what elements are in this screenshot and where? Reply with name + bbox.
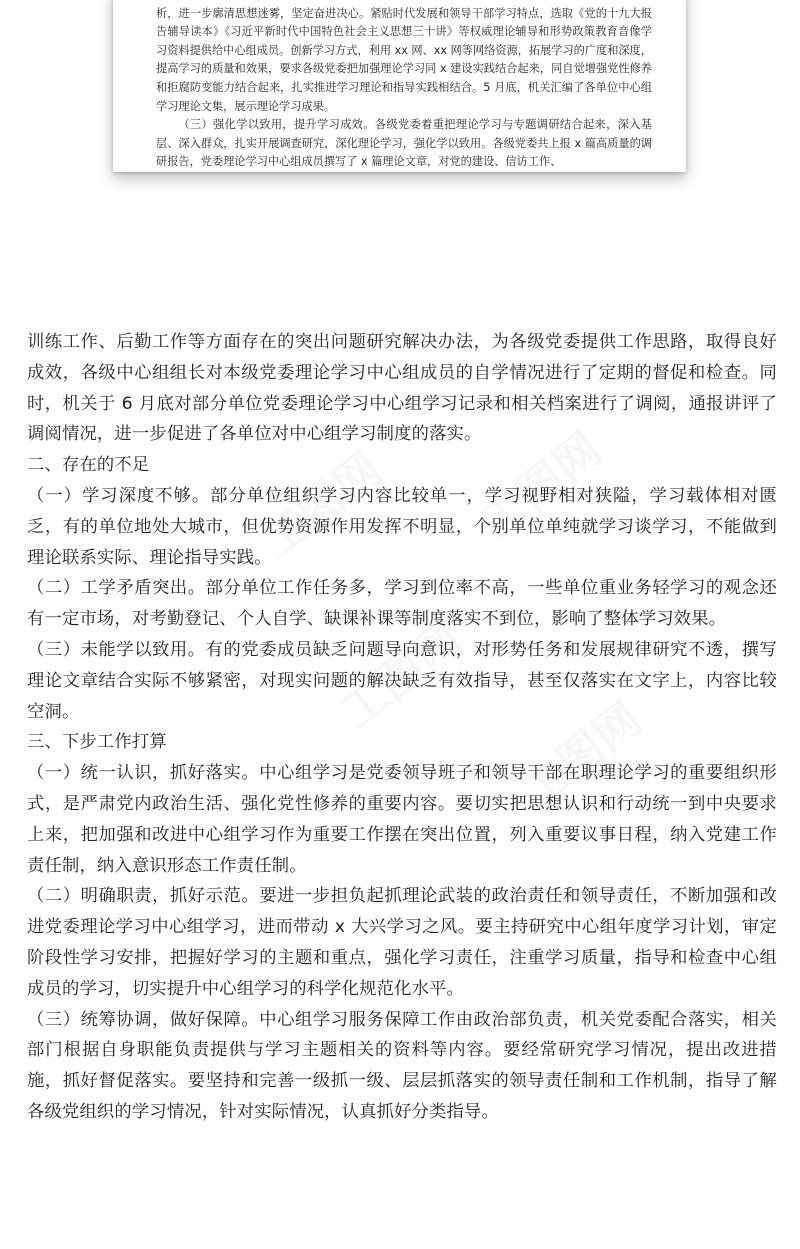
- document-body: [27, 327, 777, 1128]
- watermark: 工图网: [469, 421, 612, 550]
- paragraph-next-step-1: （一）统一认识，抓好落实。中心组学习是党委领导班子和领导干部在职理论学习的重要组织形式，是严肃党内政治生活、强化党性修养的重要内容。要切实把思想认识和行动统一到中央要求上来，把加强和改进中心组学习作为重要工作摆在突出位置，列入重要议事日程，纳入党建工作责任制，纳入意识形态工作责任制。: [27, 763, 777, 876]
- preview-paragraph: 析，进一步廓清思想迷雾，坚定奋进决心。紧贴时代发展和领导干部学习特点，选取《党的十九大报告辅导读本》《习近平新时代中国特色社会主义思想三十讲》等权威理论辅导和形势政策教育音像学习资料提供给中心组成员。创新学习方式，利用 xx 网、xx 网等网络资源，拓展学习的广度和深度，提高学习的质量和效果，要求各级党委把加强理论学习同 x 建设实践结合起来，同自觉增强党性修养和拒腐防变能力结合起来，扎实推进学习理论和指导实践相结合。5 月底，机关汇编了各单位中心组学习理论文集，展示理论学习成果。: [156, 6, 652, 113]
- watermark: 工图网: [329, 611, 472, 740]
- watermark: 工图网: [509, 691, 652, 820]
- paragraph-next-step-2: （二）明确职责，抓好示范。要进一步担负起抓理论武装的政治责任和领导责任，不断加强和改进党委理论学习中心组学习，进而带动 x 大兴学习之风。要主持研究中心组年度学习计划，审定阶段性学习安排，把握好学习的主题和重点，强化学习责任，注重学习质量，指导和检查中心组成员的学习，切实提升中心组学习的科学化规范化水平。: [27, 886, 777, 999]
- paragraph-next-step-3: （三）统筹协调，做好保障。中心组学习服务保障工作由政治部负责，机关党委配合落实，相关部门根据自身职能负责提供与学习主题相关的资料等内容。要经常研究学习情况，提出改进措施，抓好督促落实。要坚持和完善一级抓一级、层层抓落实的领导责任制和工作机制，指导了解各级党组织的学习情况，针对实际情况，认真抓好分类指导。: [27, 1009, 777, 1122]
- paragraph-continuation: 训练工作、后勤工作等方面存在的突出问题研究解决办法，为各级党委提供工作思路，取得良好成效，各级中心组组长对本级党委理论学习中心组成员的自学情况进行了定期的督促和检查。同时，机关于 6 月底对部分单位党委理论学习中心组学习记录和相关档案进行了调阅，通报讲评了调阅情况，进一步促进了各单位对中心组学习制度的落实。: [27, 332, 777, 445]
- preview-paragraph: （三）强化学以致用，提升学习成效。各级党委着重把理论学习与专题调研结合起来，深入基层、深入群众，扎实开展调查研究，深化理论学习，强化学以致用。各级党委共上报 x 篇高质量的调研报告，党委理论学习中心组成员撰写了 x 篇理论文章，对党的建设、信访工作、: [156, 118, 652, 169]
- preview-text: [156, 0, 652, 172]
- paragraph-shortcoming-3: （三）未能学以致用。有的党委成员缺乏问题导向意识，对形势任务和发展规律研究不透，撰写理论文章结合实际不够紧密，对现实问题的解决缺乏有效指导，甚至仅落实在文字上，内容比较空洞。: [27, 639, 777, 722]
- section-heading-next-steps: 三、下步工作打算: [27, 732, 167, 753]
- previous-page-preview: [113, 0, 686, 172]
- paragraph-shortcoming-1: （一）学习深度不够。部分单位组织学习内容比较单一，学习视野相对狭隘，学习载体相对匮乏，有的单位地处大城市，但优势资源作用发挥不明显，个别单位单纯就学习谈学习，不能做到理论联系实际、理论指导实践。: [27, 485, 777, 568]
- paragraph-shortcoming-2: （二）工学矛盾突出。部分单位工作任务多，学习到位率不高，一些单位重业务轻学习的观念还有一定市场，对考勤登记、个人自学、缺课补课等制度落实不到位，影响了整体学习效果。: [27, 578, 777, 630]
- watermark: 工图网: [249, 441, 392, 570]
- section-heading-shortcomings: 二、存在的不足: [27, 455, 150, 476]
